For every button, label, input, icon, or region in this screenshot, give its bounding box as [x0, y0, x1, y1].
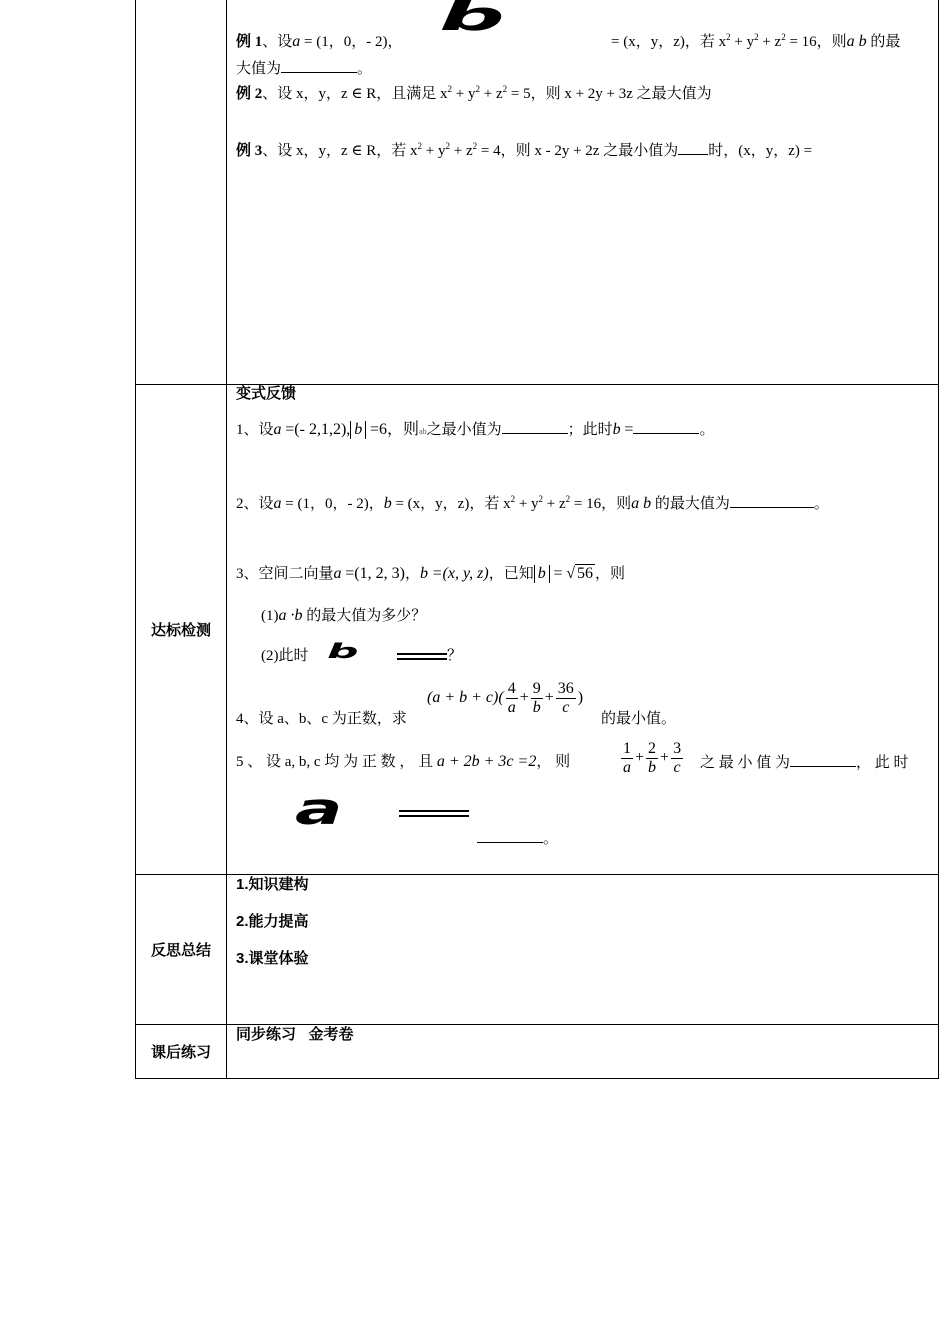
denominator: b — [648, 758, 657, 776]
q3-s2-text: (2)此时 — [261, 648, 309, 664]
sup: 2 — [565, 494, 571, 504]
example-3-line — [236, 140, 812, 161]
q4-text: 4、设 a、b、c 为正数，求 — [236, 711, 407, 727]
q1-text: 之最小值为 — [426, 422, 502, 438]
vector-b-value: =(x, y, z) — [431, 565, 489, 582]
question-3-part-2 — [261, 646, 309, 666]
q5-text: 5 、 设 a, b, c 均 为 正 数 ， 且 — [236, 754, 434, 770]
homework-label: 课后练习 — [136, 1024, 227, 1078]
q2-cond: + z — [543, 496, 566, 512]
answer-blank — [633, 419, 699, 434]
homework-text: 同步练习 金考卷 — [236, 1026, 354, 1043]
sup: 2 — [781, 32, 786, 42]
vector-b-large-symbol: b — [327, 639, 359, 663]
q2-text: 2、设 — [236, 496, 274, 512]
q5-text: ， 此 时 — [856, 755, 909, 771]
vector-a-value: = (1，0，- 2)， — [304, 34, 403, 50]
answer-blank — [281, 58, 357, 73]
vector-a: a — [333, 565, 342, 582]
question-1 — [236, 419, 714, 442]
question-5 — [236, 752, 570, 772]
homework-row — [136, 1024, 938, 1078]
q5-double-equals — [399, 803, 469, 823]
q5-condition: a + 2b + 3c =2 — [436, 753, 537, 770]
q2-text: 的最大值为 — [651, 496, 730, 512]
denominator: a — [507, 698, 516, 716]
example-1-label: 例 1 — [236, 34, 263, 50]
answer-blank — [790, 752, 856, 767]
vector-b: b — [383, 495, 392, 512]
plus: + — [660, 749, 670, 766]
sup: 2 — [754, 32, 759, 42]
answer-blank — [502, 419, 568, 434]
example-3-text: 时，(x，y，z) = — [708, 143, 813, 159]
vector-b: b — [612, 421, 621, 438]
reflection-label: 反思总结 — [136, 874, 227, 1024]
example-1-line-right — [611, 32, 900, 52]
q1-text: ；此时 — [567, 422, 613, 438]
period: 。 — [699, 422, 715, 438]
examples-row — [136, 0, 938, 385]
fraction — [531, 680, 543, 717]
example-3-text: 、设 x，y，z ∈ R，若 x — [262, 143, 418, 159]
q2-cond: = 16，则 — [570, 496, 632, 512]
example-1-answer-prompt: 大值为 — [236, 61, 282, 77]
question-3-part-2-tail — [397, 646, 462, 666]
sup: 2 — [447, 84, 453, 94]
sup: 2 — [445, 141, 451, 151]
q2-cond: + y — [515, 496, 539, 512]
fraction — [621, 740, 633, 777]
q5-answer — [477, 828, 558, 849]
example-1-text: 、设 — [262, 34, 293, 50]
vector-a: a — [273, 421, 282, 438]
vector-a-value: = (1，0，- 2)， — [285, 496, 384, 512]
q5-text: 之 最 小 值 为 — [700, 755, 791, 771]
q3-s1-index: (1) — [261, 608, 279, 624]
cond-text: + y — [730, 34, 755, 50]
example-2-text: 、设 x，y，z ∈ R，且满足 x — [262, 86, 448, 102]
q1-dot-product: ab — [419, 427, 427, 436]
question-3: 3、空间二向量a =(1, 2, 3)，b =(x, y, z)，已知 b = √ 56 ，则 — [236, 565, 626, 582]
numerator: 9 — [532, 679, 541, 697]
example-2-text: = 5，则 x + 2y + 3z 之最大值为 — [507, 86, 712, 102]
example-2-label: 例 2 — [236, 86, 263, 102]
q3-text: ，已知 — [488, 566, 534, 582]
period: 。 — [813, 496, 829, 512]
check-heading: 变式反馈 — [236, 385, 297, 402]
worksheet-table — [135, 0, 939, 1079]
plus: + — [635, 749, 645, 766]
sup: 2 — [538, 494, 544, 504]
q5-tail — [700, 752, 909, 773]
question-2 — [236, 493, 829, 514]
q2-cond: = (x，y，z)，若 x — [395, 496, 511, 512]
vector-a: a — [273, 495, 282, 512]
examples-content — [227, 0, 938, 384]
answer-blank — [730, 493, 814, 508]
abs-b: b — [534, 565, 550, 583]
sqrt-56: 56 — [577, 565, 594, 582]
question-3-part-1 — [261, 606, 426, 626]
example-1-line-2 — [236, 58, 372, 79]
numerator: 2 — [648, 739, 657, 757]
plus: + — [544, 689, 554, 706]
denominator: c — [671, 758, 683, 777]
answer-blank — [678, 140, 708, 155]
example-3-text: = 4，则 x - 2y + 2z 之最小值为 — [477, 143, 679, 159]
sup: 2 — [510, 494, 516, 504]
fraction — [646, 740, 658, 777]
q3-s1-text: 的最大值为多少？ — [306, 608, 427, 624]
example-2-line — [236, 84, 712, 104]
answer-blank — [477, 828, 543, 843]
q4-tail: 的最小值。 — [601, 711, 677, 727]
homework-content — [227, 1024, 938, 1078]
examples-label-cell — [136, 0, 227, 384]
check-content — [227, 384, 938, 874]
sup: 2 — [472, 141, 478, 151]
check-row — [136, 384, 938, 875]
q3-text: 3、空间二向量 — [236, 566, 334, 582]
comma: ， — [404, 566, 420, 582]
cond-text: = 16，则 — [785, 34, 847, 50]
cond-text: + z — [758, 34, 782, 50]
numerator: 36 — [557, 679, 574, 697]
q1-cond: =6，则 — [370, 421, 420, 438]
example-1-tail: 的最 — [866, 34, 901, 50]
example-1-line — [236, 32, 402, 52]
vector-ab: a b — [846, 33, 867, 50]
sup: 2 — [475, 84, 481, 94]
reflection-item-1: 1.知识建构 — [236, 876, 309, 893]
example-3-label: 例 3 — [236, 143, 263, 159]
dot-product-ab: a ·b — [278, 607, 303, 624]
question-4 — [236, 709, 407, 729]
q4-sum: (a + b + c)( — [427, 689, 504, 706]
sup: 2 — [726, 32, 731, 42]
sup: 2 — [417, 141, 423, 151]
vector-b: b — [419, 565, 428, 582]
q5-text: ， 则 — [536, 754, 571, 770]
vector-ab: a b — [631, 495, 652, 512]
fraction — [556, 680, 576, 717]
variable-a-large-symbol: a — [295, 784, 343, 835]
numerator: 3 — [673, 739, 682, 757]
reflection-content — [227, 874, 938, 1024]
q4-expression — [427, 678, 583, 718]
numerator: 1 — [623, 739, 631, 757]
abs-b: b — [350, 421, 366, 439]
sup: 2 — [502, 84, 508, 94]
example-3-text: + z — [450, 143, 473, 159]
period: 。 — [543, 831, 559, 847]
equals-sign: = — [553, 565, 563, 582]
reflection-item-2: 2.能力提高 — [236, 913, 309, 930]
q5-expression — [619, 738, 685, 778]
double-line-equals — [399, 807, 469, 820]
example-2-text: + y — [452, 86, 476, 102]
question-mark: ？ — [447, 648, 463, 664]
vector-b-large-symbol: b — [439, 0, 505, 40]
fraction — [506, 680, 518, 717]
vector-a: a — [292, 33, 301, 50]
equals-sign: = — [624, 421, 634, 438]
reflection-item-3: 3.课堂体验 — [236, 950, 309, 967]
q1-text: 1、设 — [236, 422, 274, 438]
paren: ) — [577, 689, 584, 706]
fraction — [671, 740, 683, 777]
denominator: b — [532, 698, 541, 716]
example-3-text: + y — [422, 143, 446, 159]
period: 。 — [357, 61, 373, 77]
denominator: c — [556, 698, 576, 717]
vector-b-value: = (x，y，z)，若 x — [611, 34, 727, 50]
numerator: 4 — [507, 679, 516, 697]
denominator: a — [623, 758, 631, 776]
vector-a-value: =(1, 2, 3) — [345, 565, 405, 582]
vector-a-value: =(- 2,1,2), — [285, 421, 351, 438]
plus: + — [519, 689, 529, 706]
check-label: 达标检测 — [136, 384, 227, 874]
q3-text: ，则 — [595, 566, 626, 582]
reflection-row — [136, 874, 938, 1025]
example-2-text: + z — [480, 86, 503, 102]
double-line-equals — [397, 650, 447, 663]
